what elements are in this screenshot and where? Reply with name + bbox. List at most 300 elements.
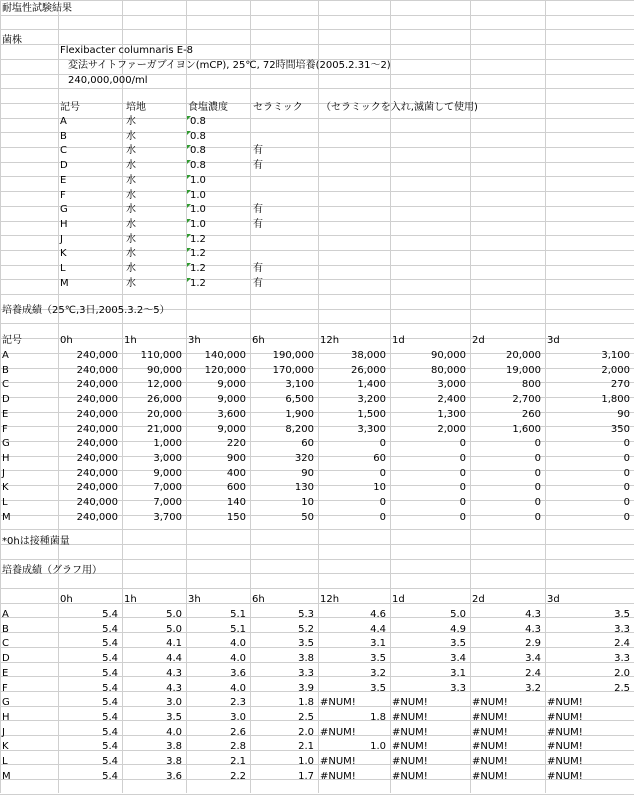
results-value: 0 (623, 453, 630, 464)
graph-value: 4.0 (230, 653, 246, 664)
results-note: *0hは接種菌量 (2, 536, 70, 547)
graph-value: 5.0 (166, 609, 182, 620)
graph-error-value: #NUM! (472, 697, 508, 708)
results-value: 0 (459, 482, 466, 493)
graph-value: 3.5 (370, 653, 386, 664)
graph-value: 3.2 (370, 668, 386, 679)
results-value: 240,000 (76, 394, 118, 405)
results-value: 0 (534, 512, 541, 523)
graph-value: 5.4 (102, 653, 118, 664)
graph-value: 3.3 (450, 683, 466, 694)
condition-medium: 水 (126, 278, 136, 289)
graph-value: 1.8 (298, 697, 314, 708)
graph-value: 5.0 (166, 624, 182, 635)
results-value: 0 (623, 438, 630, 449)
graph-value: 3.4 (450, 653, 466, 664)
results-value: 130 (294, 482, 314, 493)
graph-error-value: #NUM! (392, 756, 428, 767)
conditions-header-note: （セラミックを入れ,滅菌して使用) (321, 102, 478, 113)
conditions-header-symbol: 記号 (60, 102, 80, 113)
results-value: 19,000 (506, 365, 541, 376)
results-value: 0 (379, 512, 386, 523)
results-row-symbol: B (2, 365, 9, 376)
results-value: 0 (623, 468, 630, 479)
graph-heading: 培養成績（グラフ用） (2, 565, 102, 576)
graph-value: 5.3 (298, 609, 314, 620)
results-value: 20,000 (506, 350, 541, 361)
results-value: 320 (294, 453, 314, 464)
graph-value: 2.5 (298, 712, 314, 723)
graph-value: 5.4 (102, 683, 118, 694)
graph-value: 5.0 (450, 609, 466, 620)
results-value: 2,000 (601, 365, 630, 376)
results-value: 0 (379, 438, 386, 449)
graph-value: 3.3 (298, 668, 314, 679)
results-value: 50 (301, 512, 314, 523)
cell-comment-marker (187, 204, 191, 208)
condition-salt: 1.2 (190, 234, 206, 245)
results-value: 10 (373, 482, 386, 493)
results-value: 26,000 (147, 394, 182, 405)
results-value: 240,000 (76, 409, 118, 420)
condition-medium: 水 (126, 116, 136, 127)
results-value: 190,000 (272, 350, 314, 361)
row-gridline (0, 529, 634, 530)
results-value: 240,000 (76, 424, 118, 435)
condition-medium: 水 (126, 204, 136, 215)
results-value: 20,000 (147, 409, 182, 420)
condition-symbol: M (60, 278, 69, 289)
graph-row-symbol: B (2, 624, 9, 635)
graph-error-value: #NUM! (392, 712, 428, 723)
graph-row-symbol: H (2, 712, 10, 723)
row-gridline (0, 265, 634, 266)
graph-row-symbol: D (2, 653, 10, 664)
condition-medium: 水 (126, 263, 136, 274)
graph-column-header: 2d (472, 594, 485, 605)
results-value: 3,200 (357, 394, 386, 405)
graph-value: 2.8 (230, 741, 246, 752)
graph-value: 3.5 (166, 712, 182, 723)
graph-value: 3.0 (230, 712, 246, 723)
results-value: 9,000 (153, 468, 182, 479)
results-value: 220 (226, 438, 246, 449)
row-gridline (0, 15, 634, 16)
results-value: 240,000 (76, 497, 118, 508)
graph-value: 4.4 (166, 653, 182, 664)
row-gridline (0, 176, 634, 177)
graph-error-value: #NUM! (320, 697, 356, 708)
results-column-header: 2d (472, 335, 485, 346)
graph-value: 1.0 (298, 756, 314, 767)
graph-value: 4.0 (230, 683, 246, 694)
results-row-symbol: A (2, 350, 9, 361)
cell-comment-marker (187, 278, 191, 282)
row-gridline (0, 88, 634, 89)
row-gridline (0, 162, 634, 163)
condition-salt: 0.8 (190, 131, 206, 142)
results-value: 240,000 (76, 453, 118, 464)
results-column-header: 6h (252, 335, 265, 346)
graph-value: 5.4 (102, 638, 118, 649)
results-value: 0 (459, 497, 466, 508)
results-value: 90,000 (431, 350, 466, 361)
condition-medium: 水 (126, 234, 136, 245)
conditions-header-salt: 食塩濃度 (188, 102, 228, 113)
condition-ceramic: 有 (253, 278, 263, 289)
row-gridline (0, 29, 634, 30)
row-gridline (0, 147, 634, 148)
row-gridline (0, 132, 634, 133)
cell-comment-marker (187, 145, 191, 149)
condition-medium: 水 (126, 175, 136, 186)
results-value: 3,100 (285, 379, 314, 390)
results-value: 80,000 (431, 365, 466, 376)
row-gridline (0, 191, 634, 192)
condition-salt: 1.0 (190, 219, 206, 230)
results-row-symbol: D (2, 394, 10, 405)
graph-value: 2.4 (614, 638, 630, 649)
graph-value: 3.4 (525, 653, 541, 664)
results-value: 10 (301, 497, 314, 508)
results-value: 0 (459, 512, 466, 523)
graph-value: 5.4 (102, 756, 118, 767)
results-value: 3,000 (153, 453, 182, 464)
conditions-header-medium: 培地 (126, 102, 146, 113)
graph-value: 4.0 (230, 638, 246, 649)
graph-value: 3.8 (166, 756, 182, 767)
graph-error-value: #NUM! (392, 741, 428, 752)
graph-value: 2.0 (298, 727, 314, 738)
results-value: 240,000 (76, 512, 118, 523)
column-gridline (0, 0, 1, 793)
results-value: 7,000 (153, 497, 182, 508)
graph-row-symbol: M (2, 771, 11, 782)
graph-error-value: #NUM! (472, 712, 508, 723)
results-value: 260 (521, 409, 541, 420)
results-row-symbol: H (2, 453, 10, 464)
results-value: 3,000 (437, 379, 466, 390)
results-value: 2,000 (437, 424, 466, 435)
condition-symbol: D (60, 160, 68, 171)
condition-symbol: F (60, 190, 66, 201)
results-value: 0 (459, 438, 466, 449)
results-column-header: 3h (188, 335, 201, 346)
condition-salt: 1.0 (190, 175, 206, 186)
results-value: 0 (459, 468, 466, 479)
results-value: 3,300 (357, 424, 386, 435)
cell-comment-marker (187, 219, 191, 223)
results-value: 90 (617, 409, 630, 420)
graph-value: 2.3 (230, 697, 246, 708)
graph-column-header: 12h (320, 594, 340, 605)
condition-salt: 1.2 (190, 278, 206, 289)
condition-symbol: B (60, 131, 67, 142)
results-value: 240,000 (76, 468, 118, 479)
condition-ceramic: 有 (253, 219, 263, 230)
graph-value: 4.6 (370, 609, 386, 620)
results-value: 3,100 (601, 350, 630, 361)
graph-value: 5.4 (102, 771, 118, 782)
condition-medium: 水 (126, 190, 136, 201)
row-gridline (0, 0, 634, 1)
graph-value: 5.1 (230, 624, 246, 635)
graph-row-symbol: A (2, 609, 9, 620)
results-value: 60 (373, 453, 386, 464)
results-value: 9,000 (217, 379, 246, 390)
graph-value: 3.3 (614, 624, 630, 635)
graph-value: 4.3 (525, 624, 541, 635)
row-gridline (0, 588, 634, 589)
graph-error-value: #NUM! (472, 741, 508, 752)
graph-value: 3.9 (298, 683, 314, 694)
condition-ceramic: 有 (253, 263, 263, 274)
results-column-header: 12h (320, 335, 340, 346)
results-value: 900 (226, 453, 246, 464)
cell-comment-marker (187, 175, 191, 179)
graph-value: 5.1 (230, 609, 246, 620)
results-column-header: 1d (392, 335, 405, 346)
graph-column-header: 0h (60, 594, 73, 605)
cell-comment-marker (187, 248, 191, 252)
results-value: 9,000 (217, 394, 246, 405)
graph-value: 3.5 (614, 609, 630, 620)
graph-value: 5.4 (102, 697, 118, 708)
graph-value: 5.4 (102, 712, 118, 723)
graph-value: 5.4 (102, 727, 118, 738)
graph-value: 3.1 (370, 638, 386, 649)
results-value: 1,400 (357, 379, 386, 390)
graph-row-symbol: F (2, 683, 8, 694)
condition-ceramic: 有 (253, 160, 263, 171)
graph-value: 4.1 (166, 638, 182, 649)
results-value: 8,200 (285, 424, 314, 435)
results-value: 350 (610, 424, 630, 435)
graph-value: 3.1 (450, 668, 466, 679)
sheet-title: 耐塩性試験結果 (2, 3, 72, 14)
results-row-symbol: J (2, 468, 5, 479)
graph-error-value: #NUM! (320, 756, 356, 767)
condition-salt: 0.8 (190, 160, 206, 171)
graph-row-symbol: L (2, 756, 8, 767)
results-value: 2,700 (512, 394, 541, 405)
row-gridline (0, 338, 634, 339)
condition-salt: 1.2 (190, 263, 206, 274)
condition-symbol: K (60, 248, 67, 259)
graph-column-header: 1d (392, 594, 405, 605)
graph-value: 3.5 (370, 683, 386, 694)
graph-value: 4.9 (450, 624, 466, 635)
results-column-header: 記号 (2, 335, 22, 346)
graph-error-value: #NUM! (392, 727, 428, 738)
results-value: 9,000 (217, 424, 246, 435)
condition-symbol: C (60, 145, 67, 156)
results-row-symbol: G (2, 438, 10, 449)
graph-value: 2.4 (525, 668, 541, 679)
results-row-symbol: L (2, 497, 8, 508)
results-value: 1,900 (285, 409, 314, 420)
graph-column-header: 3d (547, 594, 560, 605)
results-value: 38,000 (351, 350, 386, 361)
cell-comment-marker (187, 116, 191, 120)
condition-symbol: G (60, 204, 68, 215)
graph-error-value: #NUM! (472, 756, 508, 767)
results-heading: 培養成績（25℃,3日,2005.3.2～5） (2, 305, 170, 316)
results-value: 0 (459, 453, 466, 464)
conditions-header-ceramic: セラミック (253, 102, 303, 113)
results-column-header: 1h (124, 335, 137, 346)
results-value: 21,000 (147, 424, 182, 435)
results-row-symbol: E (2, 409, 9, 420)
graph-value: 2.9 (525, 638, 541, 649)
graph-error-value: #NUM! (320, 727, 356, 738)
cell-comment-marker (187, 263, 191, 267)
results-value: 140 (226, 497, 246, 508)
row-gridline (0, 235, 634, 236)
results-value: 240,000 (76, 350, 118, 361)
results-value: 0 (534, 468, 541, 479)
results-value: 140,000 (204, 350, 246, 361)
results-value: 110,000 (140, 350, 182, 361)
graph-row-symbol: G (2, 697, 10, 708)
results-row-symbol: F (2, 424, 8, 435)
results-value: 0 (534, 497, 541, 508)
results-value: 2,400 (437, 394, 466, 405)
condition-medium: 水 (126, 131, 136, 142)
graph-value: 1.7 (298, 771, 314, 782)
results-value: 600 (226, 482, 246, 493)
results-value: 0 (623, 512, 630, 523)
condition-medium: 水 (126, 219, 136, 230)
results-column-header: 0h (60, 335, 73, 346)
condition-symbol: L (60, 263, 66, 274)
results-value: 6,500 (285, 394, 314, 405)
strain-method: 変法サイトファーガブイヨン(mCP), 25℃, 72時間培養(2005.2.31～2) (68, 60, 391, 71)
condition-medium: 水 (126, 248, 136, 259)
condition-salt: 1.0 (190, 204, 206, 215)
results-value: 90 (301, 468, 314, 479)
results-column-header: 3d (547, 335, 560, 346)
row-gridline (0, 323, 634, 324)
condition-medium: 水 (126, 160, 136, 171)
results-value: 12,000 (147, 379, 182, 390)
results-row-symbol: K (2, 482, 9, 493)
results-value: 3,700 (153, 512, 182, 523)
results-value: 1,000 (153, 438, 182, 449)
results-value: 0 (379, 468, 386, 479)
graph-value: 2.5 (614, 683, 630, 694)
graph-error-value: #NUM! (320, 771, 356, 782)
condition-salt: 1.2 (190, 248, 206, 259)
results-value: 0 (623, 482, 630, 493)
strain-concentration: 240,000,000/ml (68, 75, 148, 86)
results-value: 0 (534, 453, 541, 464)
results-value: 1,500 (357, 409, 386, 420)
cell-comment-marker (187, 234, 191, 238)
graph-value: 3.6 (230, 668, 246, 679)
row-gridline (0, 221, 634, 222)
results-value: 400 (226, 468, 246, 479)
row-gridline (0, 544, 634, 545)
graph-row-symbol: E (2, 668, 9, 679)
results-value: 26,000 (351, 365, 386, 376)
strain-heading: 菌株 (2, 35, 22, 46)
results-row-symbol: M (2, 512, 11, 523)
condition-salt: 0.8 (190, 145, 206, 156)
results-value: 1,800 (601, 394, 630, 405)
graph-value: 2.6 (230, 727, 246, 738)
graph-value: 5.4 (102, 609, 118, 620)
results-value: 800 (521, 379, 541, 390)
graph-value: 3.8 (298, 653, 314, 664)
row-gridline (0, 118, 634, 119)
graph-value: 1.0 (370, 741, 386, 752)
graph-error-value: #NUM! (547, 712, 583, 723)
results-value: 240,000 (76, 438, 118, 449)
row-gridline (0, 603, 634, 604)
graph-value: 2.0 (614, 668, 630, 679)
cell-comment-marker (187, 131, 191, 135)
graph-value: 2.1 (230, 756, 246, 767)
graph-value: 3.5 (298, 638, 314, 649)
strain-organism: Flexibacter columnaris E-8 (60, 45, 194, 56)
row-gridline (0, 250, 634, 251)
graph-value: 5.4 (102, 741, 118, 752)
results-value: 240,000 (76, 482, 118, 493)
cell-comment-marker (187, 160, 191, 164)
graph-row-symbol: C (2, 638, 9, 649)
graph-value: 3.2 (525, 683, 541, 694)
graph-value: 5.2 (298, 624, 314, 635)
graph-error-value: #NUM! (547, 741, 583, 752)
graph-error-value: #NUM! (547, 756, 583, 767)
graph-value: 4.4 (370, 624, 386, 635)
graph-value: 4.0 (166, 727, 182, 738)
graph-error-value: #NUM! (472, 727, 508, 738)
results-value: 150 (226, 512, 246, 523)
condition-salt: 0.8 (190, 116, 206, 127)
condition-symbol: H (60, 219, 68, 230)
graph-value: 5.4 (102, 668, 118, 679)
graph-error-value: #NUM! (392, 697, 428, 708)
graph-value: 3.6 (166, 771, 182, 782)
results-value: 240,000 (76, 379, 118, 390)
graph-value: 4.3 (166, 668, 182, 679)
row-gridline (0, 559, 634, 560)
graph-value: 3.8 (166, 741, 182, 752)
graph-value: 2.2 (230, 771, 246, 782)
condition-ceramic: 有 (253, 204, 263, 215)
results-value: 270 (610, 379, 630, 390)
results-value: 0 (623, 497, 630, 508)
graph-error-value: #NUM! (392, 771, 428, 782)
results-value: 7,000 (153, 482, 182, 493)
graph-value: 4.3 (166, 683, 182, 694)
graph-value: 2.1 (298, 741, 314, 752)
row-gridline (0, 103, 634, 104)
graph-column-header: 1h (124, 594, 137, 605)
condition-ceramic: 有 (253, 145, 263, 156)
results-row-symbol: C (2, 379, 9, 390)
graph-row-symbol: K (2, 741, 9, 752)
graph-value: 4.3 (525, 609, 541, 620)
results-value: 1,600 (512, 424, 541, 435)
graph-value: 3.3 (614, 653, 630, 664)
graph-row-symbol: J (2, 727, 5, 738)
graph-error-value: #NUM! (547, 771, 583, 782)
graph-column-header: 3h (188, 594, 201, 605)
graph-value: 3.5 (450, 638, 466, 649)
